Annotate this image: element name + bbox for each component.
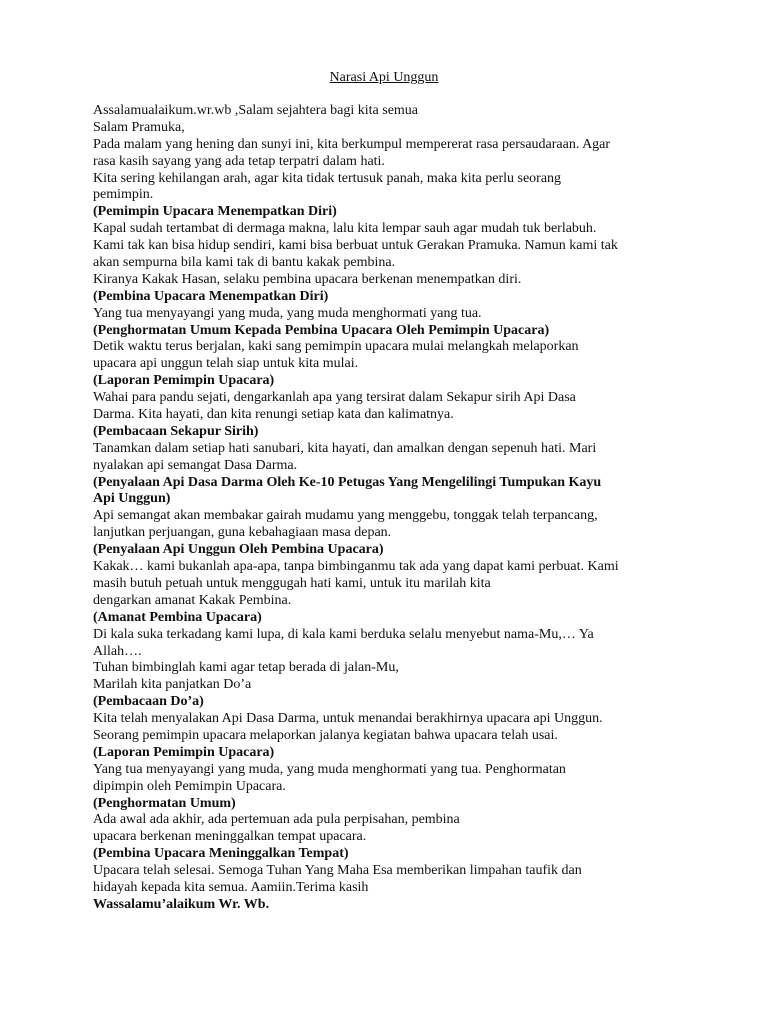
section-heading-line: (Laporan Pemimpin Upacara) xyxy=(93,373,275,389)
paragraph-line: Allah…. xyxy=(93,643,142,659)
paragraph-line: Tuhan bimbinglah kami agar tetap berada di jalan-Mu, xyxy=(93,660,399,676)
section-heading-line: Api Unggun) xyxy=(93,491,171,507)
paragraph-line: pemimpin. xyxy=(93,187,154,203)
paragraph-line: Api semangat akan membakar gairah mudamu yang menggebu, tonggak telah terpancang, xyxy=(93,508,598,524)
paragraph-line: nyalakan api semangat Dasa Darma. xyxy=(93,457,298,473)
paragraph-line: akan sempurna bila kami tak di bantu kakak pembina. xyxy=(93,255,396,271)
paragraph-line: Seorang pemimpin upacara melaporkan jalanya kegiatan bahwa upacara telah usai. xyxy=(93,727,558,743)
paragraph-line: Pada malam yang hening dan sunyi ini, kita berkumpul mempererat rasa persaudaraan. Agar xyxy=(93,136,611,152)
paragraph-line: Wahai para pandu sejati, dengarkanlah apa yang tersirat dalam Sekapur sirih Api Dasa xyxy=(93,390,576,406)
paragraph-line: dipimpin oleh Pemimpin Upacara. xyxy=(93,778,286,794)
paragraph-line: lanjutkan perjuangan, guna kebahagiaan masa depan. xyxy=(93,525,392,541)
paragraph-line: hidayah kepada kita semua. Aamiin.Terima kasih xyxy=(93,879,369,895)
section-heading-line: (Pembacaan Do’a) xyxy=(93,694,204,710)
paragraph-line: Ada awal ada akhir, ada pertemuan ada pula perpisahan, pembina xyxy=(93,812,460,828)
paragraph-line: masih butuh petuah untuk menggugah hati kami, untuk itu marilah kita xyxy=(93,575,491,591)
paragraph-line: Upacara telah selesai. Semoga Tuhan Yang Maha Esa memberikan limpahan taufik dan xyxy=(93,863,582,879)
paragraph-line: Marilah kita panjatkan Do’a xyxy=(93,677,252,693)
section-heading-line: (Penghormatan Umum Kepada Pembina Upacara Oleh Pemimpin Upacara) xyxy=(93,322,550,338)
paragraph-line: Tanamkan dalam setiap hati sanubari, kita hayati, dan amalkan dengan sepenuh hati. Mari xyxy=(93,440,597,456)
paragraph-line: Kita telah menyalakan Api Dasa Darma, untuk menandai berakhirnya upacara api Unggun. xyxy=(93,711,603,727)
section-heading-line: (Penyalaan Api Dasa Darma Oleh Ke-10 Petugas Yang Mengelilingi Tumpukan Kayu xyxy=(93,474,602,490)
paragraph-line: dengarkan amanat Kakak Pembina. xyxy=(93,592,292,608)
paragraph-line: rasa kasih sayang yang ada tetap terpatri dalam hati. xyxy=(93,153,385,169)
section-heading-line: (Amanat Pembina Upacara) xyxy=(93,609,262,625)
paragraph-line: Assalamualaikum.wr.wb ,Salam sejahtera bagi kita semua xyxy=(93,103,419,118)
section-heading-line: (Pemimpin Upacara Menempatkan Diri) xyxy=(93,204,337,220)
paragraph-line: Darma. Kita hayati, dan kita renungi setiap kata dan kalimatnya. xyxy=(93,407,454,423)
paragraph-line: upacara berkenan meninggalkan tempat upacara. xyxy=(93,829,367,845)
paragraph-line: Detik waktu terus berjalan, kaki sang pemimpin upacara mulai melangkah melaporkan xyxy=(93,339,579,355)
paragraph-line: Di kala suka terkadang kami lupa, di kala kami berduka selalu menyebut nama-Mu,… Ya xyxy=(93,626,594,642)
paragraph-line: Kapal sudah tertambat di dermaga makna, lalu kita lempar sauh agar mudah tuk berlabuh. xyxy=(93,221,597,237)
paragraph-line: Salam Pramuka, xyxy=(93,119,185,135)
section-heading-line: (Laporan Pemimpin Upacara) xyxy=(93,744,275,760)
section-heading-line: (Pembina Upacara Meninggalkan Tempat) xyxy=(93,846,349,862)
section-heading-line: (Pembina Upacara Menempatkan Diri) xyxy=(93,288,329,304)
section-heading-line: (Penghormatan Umum) xyxy=(93,795,236,811)
paragraph-line: Kami tak kan bisa hidup sendiri, kami bisa berbuat untuk Gerakan Pramuka. Namun kami tak xyxy=(93,238,618,254)
paragraph-line: Yang tua menyayangi yang muda, yang muda menghormati yang tua. Penghormatan xyxy=(93,761,566,777)
document-title xyxy=(0,69,768,86)
document-body xyxy=(93,103,693,914)
section-heading-line: Wassalamu’alaikum Wr. Wb. xyxy=(93,896,270,912)
paragraph-line: upacara api unggun telah siap untuk kita mulai. xyxy=(93,356,359,372)
paragraph-line: Kita sering kehilangan arah, agar kita tidak tertusuk panah, maka kita perlu seorang xyxy=(93,170,562,186)
section-heading-line: (Pembacaan Sekapur Sirih) xyxy=(93,423,259,439)
document-title-text: Narasi Api Unggun xyxy=(329,70,439,85)
paragraph-line: Kiranya Kakak Hasan, selaku pembina upacara berkenan menempatkan diri. xyxy=(93,271,522,287)
paragraph-line: Kakak… kami bukanlah apa-apa, tanpa bimbinganmu tak ada yang dapat kami perbuat. Kami xyxy=(93,559,619,575)
section-heading-line: (Penyalaan Api Unggun Oleh Pembina Upacara) xyxy=(93,542,384,558)
paragraph-line: Yang tua menyayangi yang muda, yang muda menghormati yang tua. xyxy=(93,305,482,321)
